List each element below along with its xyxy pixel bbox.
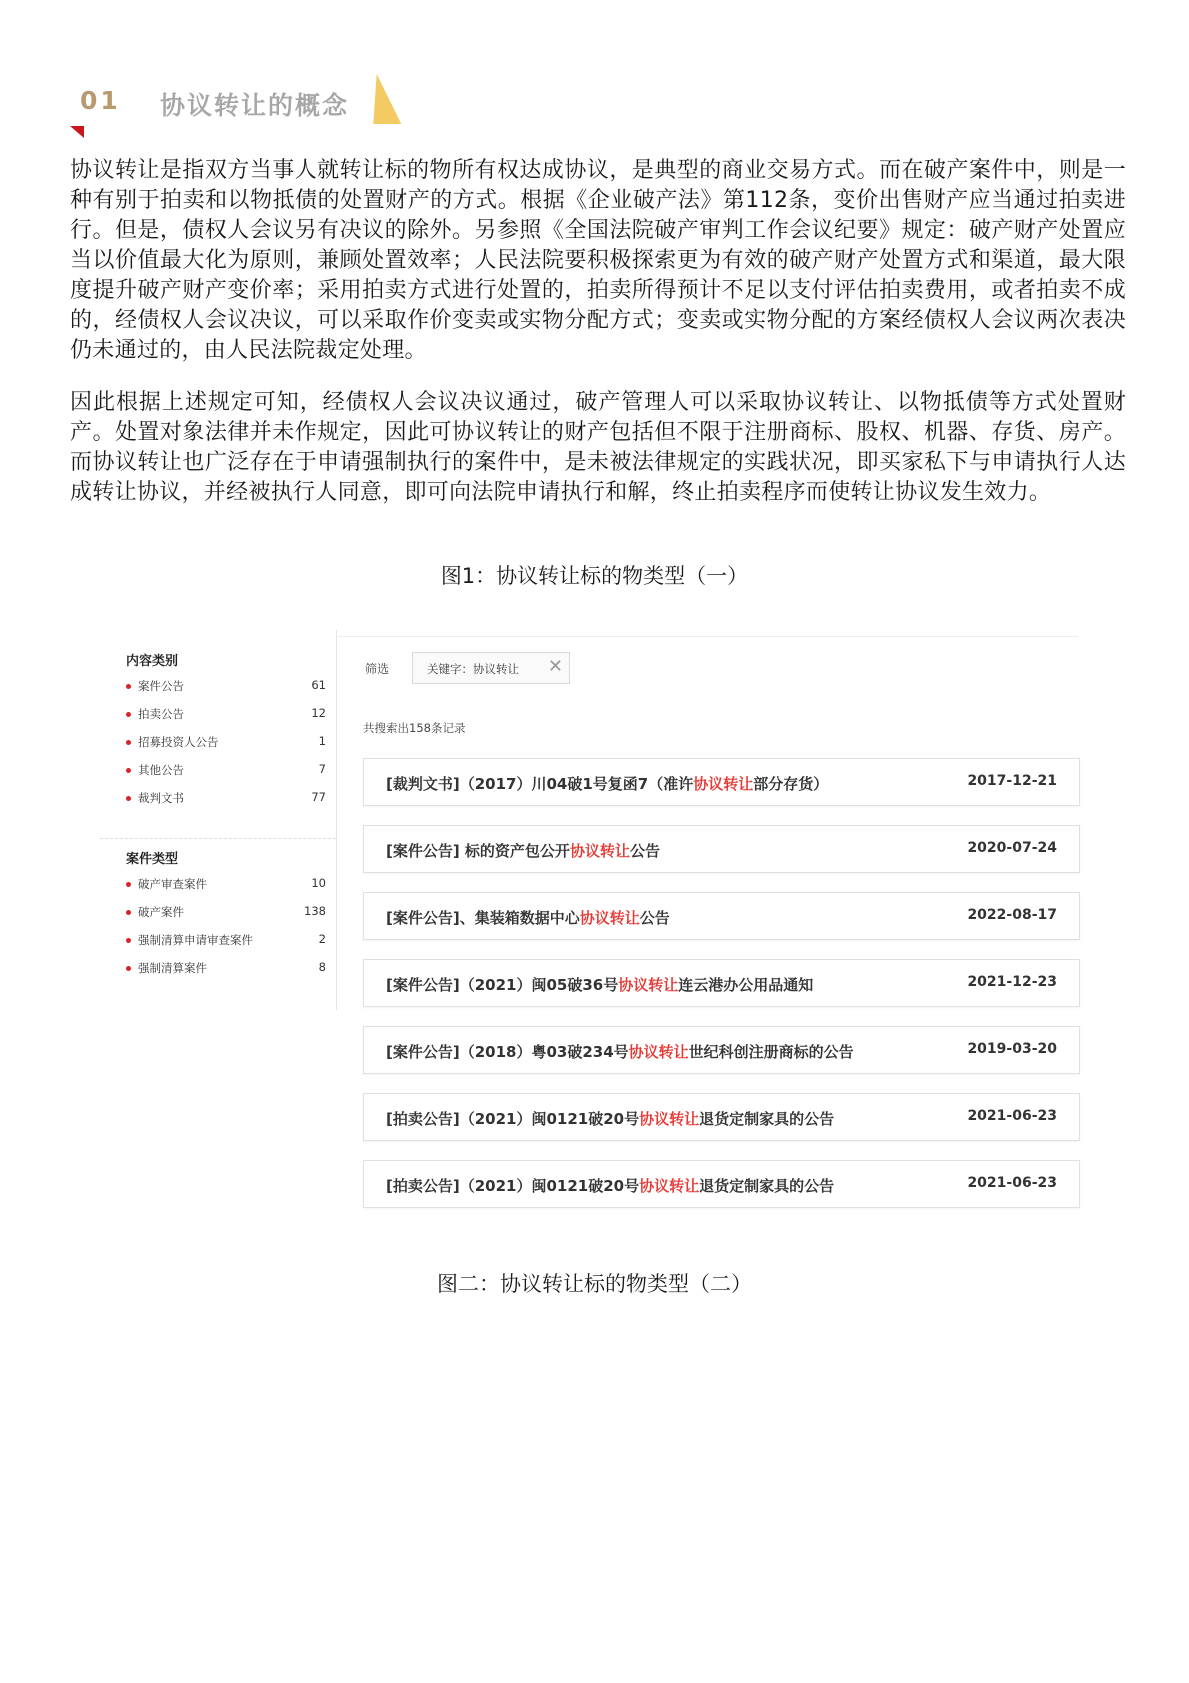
results-top-rule [338, 636, 1078, 637]
sidebar-item-judgment[interactable] [126, 790, 326, 808]
sidebar-item-count: 7 [318, 762, 326, 776]
sidebar-item-label: 其他公告 [138, 763, 184, 777]
section-header [68, 74, 398, 140]
bullet-icon [126, 882, 131, 887]
section-number: 01 [80, 86, 121, 115]
sidebar-item-count: 61 [311, 678, 326, 692]
sidebar-item-count: 10 [311, 876, 326, 890]
sidebar-item-label: 招募投资人公告 [138, 735, 219, 749]
keyword-highlight: 协议转让 [628, 1043, 689, 1061]
keyword-highlight: 协议转让 [693, 775, 754, 793]
sidebar-item-liquidation-review[interactable] [126, 932, 326, 950]
bullet-icon [126, 684, 131, 689]
sidebar-item-auction-notice[interactable] [126, 706, 326, 724]
keyword-filter-chip[interactable] [412, 652, 570, 684]
result-row[interactable] [363, 892, 1080, 940]
result-date: 2019-03-20 [967, 1041, 1057, 1057]
result-title: [案件公告] 标的资产包公开协议转让公告 [386, 842, 660, 860]
result-date: 2022-08-17 [967, 907, 1057, 923]
content-category-heading: 内容类别 [126, 654, 179, 669]
figure-caption-2: 图二：协议转让标的物类型（二） [437, 1272, 752, 1296]
keyword-highlight: 协议转让 [579, 909, 640, 927]
sidebar-item-case-notice[interactable] [126, 678, 326, 696]
result-date: 2021-06-23 [967, 1175, 1057, 1191]
sidebar-item-liquidation-case[interactable] [126, 960, 326, 978]
result-title: [拍卖公告]（2021）闽0121破20号协议转让退货定制家具的公告 [386, 1177, 835, 1195]
bullet-icon [126, 966, 131, 971]
decorative-triangle [363, 74, 402, 124]
bullet-icon [126, 938, 131, 943]
result-row[interactable] [363, 1093, 1080, 1141]
red-corner-mark [70, 126, 84, 138]
result-title: [裁判文书]（2017）川04破1号复函7（准许协议转让部分存货） [386, 775, 829, 793]
keyword-filter-text: 关键字：协议转让 [427, 662, 519, 676]
result-row[interactable] [363, 1026, 1080, 1074]
sidebar-item-label: 破产案件 [138, 905, 184, 919]
result-row[interactable] [363, 825, 1080, 873]
sidebar-item-label: 破产审查案件 [138, 877, 207, 891]
filter-sidebar [100, 630, 337, 1010]
keyword-highlight: 协议转让 [639, 1177, 700, 1195]
keyword-highlight: 协议转让 [618, 976, 679, 994]
bullet-icon [126, 768, 131, 773]
close-icon[interactable]: ✕ [547, 656, 563, 677]
result-date: 2021-12-23 [967, 974, 1057, 990]
sidebar-item-count: 77 [311, 790, 326, 804]
result-row[interactable] [363, 959, 1080, 1007]
result-count: 共搜索出158条记录 [363, 721, 466, 735]
sidebar-item-bankruptcy-review[interactable] [126, 876, 326, 894]
result-row[interactable] [363, 758, 1080, 806]
result-row[interactable] [363, 1160, 1080, 1208]
bullet-icon [126, 796, 131, 801]
result-title: [拍卖公告]（2021）闽0121破20号协议转让退货定制家具的公告 [386, 1110, 835, 1128]
sidebar-item-label: 裁判文书 [138, 791, 184, 805]
figure-caption-1: 图1：协议转让标的物类型（一） [440, 564, 749, 588]
bullet-icon [126, 740, 131, 745]
sidebar-item-label: 拍卖公告 [138, 707, 184, 721]
result-date: 2017-12-21 [967, 773, 1057, 789]
result-title: [案件公告]、集装箱数据中心协议转让公告 [386, 909, 670, 927]
result-date: 2020-07-24 [967, 840, 1057, 856]
keyword-highlight: 协议转让 [569, 842, 630, 860]
sidebar-item-other-notice[interactable] [126, 762, 326, 780]
sidebar-item-label: 强制清算案件 [138, 961, 207, 975]
keyword-highlight: 协议转让 [639, 1110, 700, 1128]
sidebar-item-label: 案件公告 [138, 679, 184, 693]
sidebar-item-count: 1 [318, 734, 326, 748]
filter-label: 筛选 [365, 662, 390, 676]
result-title: [案件公告]（2018）粤03破234号协议转让世纪科创注册商标的公告 [386, 1043, 854, 1061]
case-type-heading: 案件类型 [126, 852, 179, 867]
result-title: [案件公告]（2021）闽05破36号协议转让连云港办公用品通知 [386, 976, 814, 994]
sidebar-item-count: 138 [304, 904, 326, 918]
sidebar-divider [100, 838, 336, 839]
bullet-icon [126, 910, 131, 915]
search-results-figure [100, 630, 1100, 1240]
sidebar-item-count: 2 [318, 932, 326, 946]
section-title: 协议转让的概念 [160, 91, 350, 120]
paragraph-definition: 协议转让是指双方当事人就转让标的物所有权达成协议，是典型的商业交易方式。而在破产案件中，则是一种有别于拍卖和以物抵债的处置财产的方式。根据《企业破产法》第112条，变价出售财产应当通过拍卖进行。但是，债权人会议另有决议的除外。另参照《全国法院破产审判工作会议纪要》规定：破产财产处置应当以价值最大化为原则，兼顾处置效率；人民法院要积极探索更为有效的破产财产处置方式和渠道，最大限度提升破产财产变价率；采用拍卖方式进行处置的，拍卖所得预计不足以支付评估拍卖费用，或者拍卖不成的，经债权人会议决议，可以采取作价变卖或实物分配方式；变卖或实物分配的方案经债权人会议两次表决仍未通过的，由人民法院裁定处理。 [70, 158, 1126, 363]
bullet-icon [126, 712, 131, 717]
sidebar-item-investor-recruit[interactable] [126, 734, 326, 752]
sidebar-item-count: 8 [318, 960, 326, 974]
paragraph-application: 因此根据上述规定可知，经债权人会议决议通过，破产管理人可以采取协议转让、以物抵债等方式处置财产。处置对象法律并未作规定，因此可协议转让的财产包括但不限于注册商标、股权、机器、存货、房产。而协议转让也广泛存在于申请强制执行的案件中，是未被法律规定的实践状况，即买家私下与申请执行人达成转让协议，并经被执行人同意，即可向法院申请执行和解，终止拍卖程序而使转让协议发生效力。 [70, 390, 1126, 505]
result-date: 2021-06-23 [967, 1108, 1057, 1124]
sidebar-item-count: 12 [311, 706, 326, 720]
sidebar-item-bankruptcy-case[interactable] [126, 904, 326, 922]
sidebar-item-label: 强制清算申请审查案件 [138, 933, 253, 947]
